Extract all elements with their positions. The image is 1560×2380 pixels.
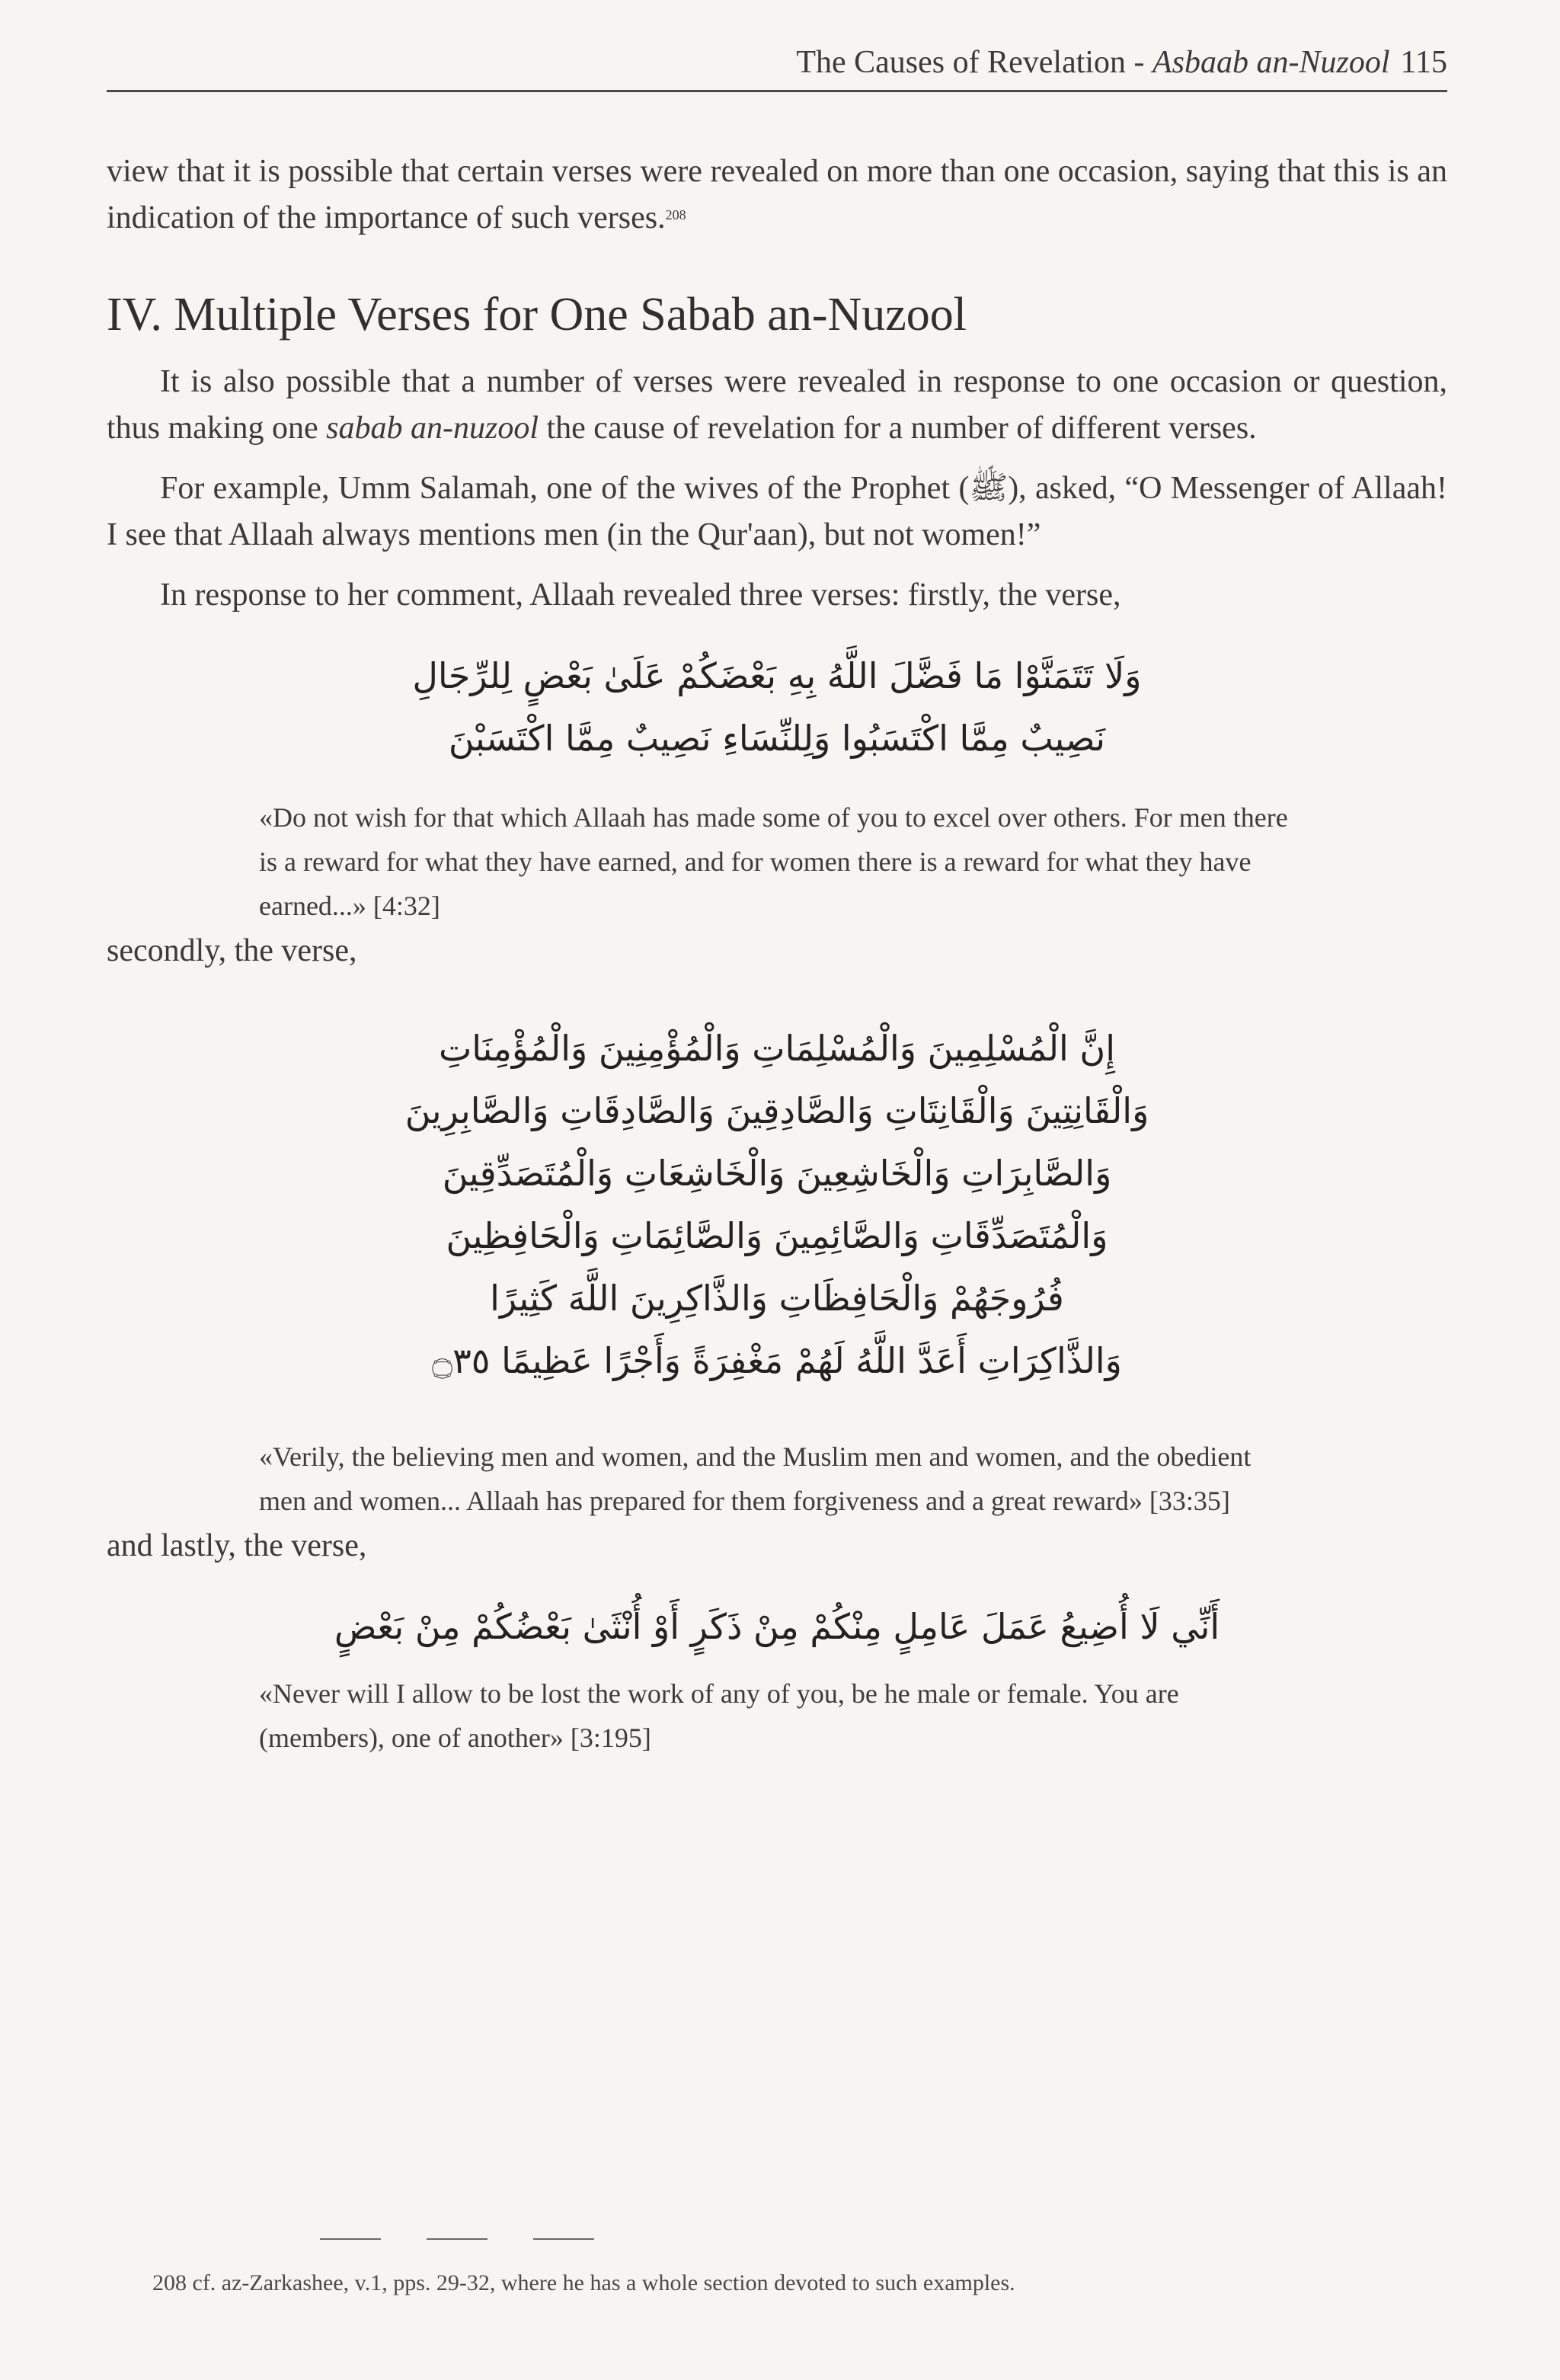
translation-1: «Do not wish for that which Allaah has made some of you to excel over others. For men there is a reward for what they have earned, and for women there is a reward for what they have earned...» [4:32] — [259, 802, 1288, 921]
arabic-verse-3 — [107, 1595, 1447, 1658]
paragraph-text: the cause of revelation for a number of different verses. — [539, 411, 1257, 446]
paragraph-text: It is also possible that a number of verses were revealed in response to one occasion or question, thus making one — [107, 364, 1447, 446]
section-heading: IV. Multiple Verses for One Sabab an-Nuzool — [107, 289, 967, 341]
arabic-verse-1 — [107, 645, 1447, 769]
paragraph-lastly: and lastly, the verse, — [107, 1528, 367, 1563]
footnote-ref[interactable]: 208 — [665, 207, 686, 222]
arabic-line: أَنِّي لَا أُضِيعُ عَمَلَ عَامِلٍ مِنْكُمْ مِنْ ذَكَرٍ أَوْ أُنْثَىٰ بَعْضُكُمْ مِنْ بَعْضٍ — [334, 1606, 1220, 1647]
footnote-separator — [320, 2238, 594, 2240]
arabic-line: وَالذَّاكِرَاتِ أَعَدَّ اللَّهُ لَهُمْ مَغْفِرَةً وَأَجْرًا عَظِيمًا ۝٣٥ — [432, 1340, 1122, 1381]
page-body — [107, 149, 1447, 1760]
term-italic: sabab an-nuzool — [326, 411, 539, 446]
page-number: 115 — [1400, 45, 1447, 80]
footnote: 208 cf. az-Zarkashee, v.1, pps. 29-32, where he has a whole section devoted to such examples. — [152, 2270, 1015, 2295]
arabic-verse-2 — [107, 1017, 1447, 1392]
paragraph-intro — [107, 359, 1447, 452]
translation-2: «Verily, the believing men and women, and the Muslim men and women, and the obedient men and women... Allaah has prepared for them forgiveness and a great reward» [33:35] — [259, 1441, 1252, 1516]
paragraph-response: In response to her comment, Allaah revealed three verses: firstly, the verse, — [160, 577, 1121, 613]
arabic-line: وَلَا تَتَمَنَّوْا مَا فَضَّلَ اللَّهُ بِهِ بَعْضَكُمْ عَلَىٰ بَعْضٍ لِلرِّجَالِ — [412, 655, 1142, 696]
arabic-line: وَالْقَانِتِينَ وَالْقَانِتَاتِ وَالصَّادِقِينَ وَالصَّادِقَاتِ وَالصَّابِرِينَ — [404, 1090, 1149, 1131]
header-title-italic: Asbaab an-Nuzool — [1152, 45, 1390, 80]
arabic-line: وَالصَّابِرَاتِ وَالْخَاشِعِينَ وَالْخَاشِعَاتِ وَالْمُتَصَدِّقِينَ — [442, 1153, 1112, 1194]
paragraph-secondly: secondly, the verse, — [107, 933, 357, 968]
arabic-line: فُرُوجَهُمْ وَالْحَافِظَاتِ وَالذَّاكِرِينَ اللَّهَ كَثِيرًا — [490, 1278, 1064, 1319]
running-header — [107, 44, 1447, 92]
paragraph-text: view that it is possible that certain verses were revealed on more than one occasion, saying that this is an indication of the importance of such verses. — [107, 154, 1447, 235]
arabic-line: نَصِيبٌ مِمَّا اكْتَسَبُوا وَلِلنِّسَاءِ نَصِيبٌ مِمَّا اكْتَسَبْنَ — [448, 718, 1106, 759]
header-title: The Causes of Revelation - — [796, 45, 1153, 80]
paragraph-example: For example, Umm Salamah, one of the wives of the Prophet (ﷺ), asked, “O Messenger of Allaah! I see that Allaah always mentions men (in the Qur'aan), but not women!” — [107, 471, 1447, 552]
arabic-line: إِنَّ الْمُسْلِمِينَ وَالْمُسْلِمَاتِ وَالْمُؤْمِنِينَ وَالْمُؤْمِنَاتِ — [439, 1028, 1115, 1069]
paragraph-continuation — [107, 149, 1447, 242]
translation-3: «Never will I allow to be lost the work of any of you, be he male or female. You are (members), one of another» [3:195] — [259, 1678, 1179, 1753]
arabic-line: وَالْمُتَصَدِّقَاتِ وَالصَّائِمِينَ وَالصَّائِمَاتِ وَالْحَافِظِينَ — [446, 1215, 1108, 1256]
